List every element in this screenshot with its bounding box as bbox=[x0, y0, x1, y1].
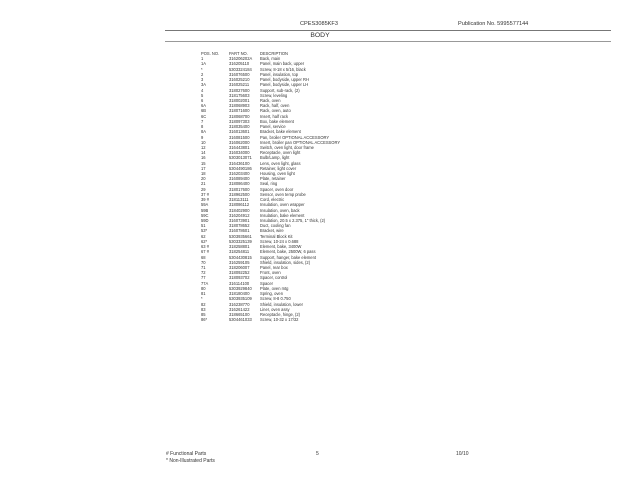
part-number-cell: 318027600 bbox=[229, 87, 250, 93]
pos-number-cell: 59D bbox=[201, 218, 209, 223]
part-number-cell: 318962500 bbox=[229, 191, 250, 197]
table-body bbox=[201, 56, 400, 322]
part-number-cell: 318035400 bbox=[229, 124, 250, 130]
part-number-cell: 316436100 bbox=[229, 160, 250, 166]
revision-date: 10/10 bbox=[456, 451, 469, 457]
description-cell: Bracket, bake element bbox=[260, 129, 301, 135]
pos-number-cell: 67 # bbox=[201, 249, 209, 255]
part-number-cell: 316443801 bbox=[229, 144, 250, 150]
description-cell: Screw, 10-24 x 0.688 bbox=[260, 238, 299, 244]
description-cell: Screw, leveling bbox=[260, 92, 288, 98]
part-number-cell: 318002001 bbox=[229, 97, 250, 103]
publication-number: Publication No. 5995577144 bbox=[458, 21, 529, 27]
pos-number-cell: 15 bbox=[201, 160, 206, 166]
part-number-cell: 316114100 bbox=[229, 280, 250, 286]
part-number-cell: 318071600 bbox=[229, 108, 250, 114]
description-cell: Seal, ring bbox=[260, 181, 278, 187]
description-cell: Insulation, oven, back bbox=[260, 207, 300, 213]
section-divider bbox=[165, 41, 611, 42]
description-cell: Bulb/Lamp, light bbox=[260, 155, 290, 161]
pos-number-cell: 80 bbox=[201, 285, 206, 291]
pos-number-cell: 63 # bbox=[201, 244, 209, 250]
pos-number-cell: 21 bbox=[201, 181, 206, 187]
pos-number-cell: 4 bbox=[201, 87, 204, 93]
part-number-cell: 5303325139 bbox=[229, 238, 252, 244]
part-number-cell: 316025210 bbox=[229, 77, 250, 83]
pos-number-cell: 77A bbox=[201, 280, 209, 286]
description-cell: Panel, main back, upper bbox=[260, 61, 305, 67]
pos-number-cell: 14 bbox=[201, 150, 206, 156]
pos-number-cell: 86* bbox=[201, 317, 208, 323]
part-number-cell: 5304490186 bbox=[229, 165, 252, 171]
description-cell: Element, bake, 3400W bbox=[260, 244, 302, 250]
description-cell: Plate, retainer bbox=[260, 176, 286, 182]
pos-number-cell: 83 bbox=[201, 306, 206, 312]
part-number-cell: 316205110 bbox=[229, 61, 250, 67]
description-cell: Element, bake, 2500W, 6 pass bbox=[260, 249, 316, 255]
part-number-cell: 318206007 bbox=[229, 264, 250, 270]
description-cell: Retainer, light cover bbox=[260, 165, 297, 171]
description-cell: Rack, oven bbox=[260, 97, 281, 103]
footer-legend bbox=[166, 451, 215, 464]
description-cell: Sensor, oven temp probe bbox=[260, 191, 306, 197]
part-number-cell: 318113111 bbox=[229, 197, 249, 203]
part-number-cell: 318175603 bbox=[229, 92, 250, 98]
pos-number-cell: * bbox=[201, 66, 203, 72]
description-cell: Bracket, wire bbox=[260, 228, 284, 234]
description-cell: Spacer, control bbox=[260, 275, 288, 281]
part-number-cell: 316203400 bbox=[229, 171, 250, 177]
part-number-cell: 318402900 bbox=[229, 207, 250, 213]
part-number-cell: 316089400 bbox=[229, 176, 250, 182]
part-number-cell: 5304461033 bbox=[229, 317, 252, 323]
pos-number-cell: 6C bbox=[201, 113, 207, 119]
description-cell: Housing, oven light bbox=[260, 171, 295, 177]
pos-number-cell: 68 bbox=[201, 254, 206, 260]
part-number-cell: 316062000 bbox=[229, 139, 250, 145]
description-cell: Support, hanger, bake element bbox=[260, 254, 316, 260]
header-divider bbox=[165, 30, 611, 31]
column-header-part: PART NO. bbox=[229, 51, 248, 56]
part-number-cell: 318258801 bbox=[229, 244, 250, 250]
part-number-cell: 318665100 bbox=[229, 311, 250, 317]
description-cell: Panel, insulation, top bbox=[260, 71, 299, 77]
pos-number-cell: 59C bbox=[201, 212, 209, 218]
pos-number-cell: 9 bbox=[201, 134, 204, 140]
description-cell: Rack, half, oven bbox=[260, 103, 290, 109]
description-cell: Insulation, bake element bbox=[260, 212, 305, 218]
pos-number-cell: 16 bbox=[201, 155, 206, 161]
column-header-pos: POS. NO. bbox=[201, 51, 220, 56]
table-row bbox=[201, 317, 400, 322]
description-cell: Shield, insulation, sides, (2) bbox=[260, 259, 311, 265]
pos-number-cell: 12 bbox=[201, 144, 206, 150]
pos-number-cell: 71 bbox=[201, 264, 206, 270]
part-number-cell: 5303935109 bbox=[229, 296, 252, 302]
pos-number-cell: 62* bbox=[201, 238, 208, 244]
pos-number-cell: * bbox=[201, 296, 203, 302]
part-number-cell: 316078601 bbox=[229, 228, 250, 234]
description-cell: Plate, oven mtg bbox=[260, 285, 289, 291]
pos-number-cell: 20 bbox=[201, 176, 206, 182]
part-number-cell: 318092252 bbox=[229, 270, 250, 276]
description-cell: Receptacle, oven light bbox=[260, 150, 301, 156]
part-number-cell: 5303324184 bbox=[229, 66, 252, 72]
description-cell: Insert, broiler pan OPTIONAL ACCESSORY bbox=[260, 139, 341, 145]
pos-number-cell: 72 bbox=[201, 270, 206, 276]
part-number-cell: 318078652 bbox=[229, 223, 250, 229]
part-number-cell: 318254811 bbox=[229, 249, 250, 255]
parts-table bbox=[201, 51, 400, 322]
pos-number-cell: 1 bbox=[201, 56, 204, 62]
part-number-cell: 316206202A bbox=[229, 56, 253, 62]
description-cell: Insulation, 20.5 x 2.375, 1" thick, (2) bbox=[260, 218, 326, 223]
pos-number-cell: 53* bbox=[201, 228, 208, 234]
pos-number-cell: 6B bbox=[201, 108, 207, 114]
description-cell: Spacer, oven door bbox=[260, 186, 294, 192]
description-cell: Back, main bbox=[260, 56, 281, 62]
description-cell: Rack, oven, auto bbox=[260, 108, 291, 114]
part-number-cell: 5303929840 bbox=[229, 285, 252, 291]
description-cell: Liner, oven assy bbox=[260, 306, 290, 312]
pos-number-cell: 62 bbox=[201, 233, 206, 239]
part-number-cell: 316259105 bbox=[229, 259, 250, 265]
description-cell: Spacer bbox=[260, 280, 273, 286]
pos-number-cell: 29 bbox=[201, 186, 206, 192]
description-cell: Panel, rear box bbox=[260, 264, 288, 270]
description-cell: Insulation, oven wrapper bbox=[260, 202, 305, 208]
pos-number-cell: 17 bbox=[201, 165, 206, 171]
pos-number-cell: 82 bbox=[201, 301, 206, 307]
pos-number-cell: 77 bbox=[201, 275, 206, 281]
description-cell: Duct, cooling fan bbox=[260, 223, 291, 229]
part-number-cell: 318068700 bbox=[229, 113, 250, 119]
description-cell: Panel, bodyside, upper RH bbox=[260, 77, 309, 83]
description-cell: Shield, insulation, lower bbox=[260, 301, 304, 307]
description-cell: Lens, oven light, glass bbox=[260, 160, 301, 166]
part-number-cell: 318097303 bbox=[229, 118, 250, 124]
pos-number-cell: 3 bbox=[201, 77, 204, 83]
pos-number-cell: 39 # bbox=[201, 197, 209, 203]
pos-number-cell: 8A bbox=[201, 129, 207, 135]
part-number-cell: 316238770 bbox=[229, 301, 250, 307]
pos-number-cell: 81 bbox=[201, 291, 206, 297]
description-cell: Cord, electric bbox=[260, 197, 285, 203]
pos-number-cell: 18 bbox=[201, 171, 206, 177]
part-number-cell: 318093702 bbox=[229, 275, 250, 281]
part-number-cell: 5303935661 bbox=[229, 233, 252, 239]
description-cell: Terminal Block Kit bbox=[260, 233, 293, 239]
legend-non-illustrated-parts: * Non-Illustrated Parts bbox=[166, 457, 215, 464]
part-number-cell: 318068903 bbox=[229, 103, 250, 109]
pos-number-cell: 51 bbox=[201, 223, 206, 229]
part-number-cell: 318086400 bbox=[229, 181, 250, 187]
column-header-description: DESCRIPTION bbox=[260, 51, 288, 56]
description-cell: Insert, half rack bbox=[260, 113, 288, 119]
pos-number-cell: 59B bbox=[201, 207, 209, 213]
pos-number-cell: 59A bbox=[201, 202, 209, 208]
pos-number-cell: 70 bbox=[201, 259, 206, 265]
description-cell: Screw, 8-18 x 5/16, black bbox=[260, 66, 306, 72]
description-cell: Switch, oven light, door frame bbox=[260, 144, 314, 150]
description-cell: Front, oven bbox=[260, 270, 281, 276]
description-cell: Screw, 8-8 0.750 bbox=[260, 296, 291, 302]
description-cell: Receptacle, hinge, (2) bbox=[260, 311, 301, 317]
part-number-cell: 316034000 bbox=[229, 150, 250, 156]
part-number-cell: 316076500 bbox=[229, 71, 250, 77]
part-number-cell: 318180400 bbox=[229, 291, 250, 297]
description-cell: Panel, bodyside, upper LH bbox=[260, 82, 309, 88]
part-number-cell: 5303013071 bbox=[229, 155, 252, 161]
part-number-cell: 316013601 bbox=[229, 129, 250, 135]
description-cell: Panel, service bbox=[260, 124, 286, 130]
description-cell: Box, bake element bbox=[260, 118, 294, 124]
part-number-cell: 5304430815 bbox=[229, 254, 252, 260]
pos-number-cell: 10 bbox=[201, 139, 206, 145]
pos-number-cell: 7 bbox=[201, 118, 204, 124]
description-cell: Pan, broiler OPTIONAL ACCESSORY bbox=[260, 134, 330, 140]
section-title: BODY bbox=[310, 32, 330, 39]
part-number-cell: 316081500 bbox=[229, 134, 250, 140]
pos-number-cell: 3A bbox=[201, 82, 207, 88]
pos-number-cell: 1A bbox=[201, 61, 207, 67]
pos-number-cell: 85 bbox=[201, 311, 206, 317]
pos-number-cell: 8 bbox=[201, 124, 204, 130]
pos-number-cell: 6 bbox=[201, 97, 204, 103]
description-cell: Screw, 10-32 x 17/32 bbox=[260, 317, 299, 323]
model-number: CPES3085KF3 bbox=[300, 21, 338, 27]
pos-number-cell: 5 bbox=[201, 92, 204, 98]
description-cell: Support, sub-rack, (2) bbox=[260, 87, 300, 93]
pos-number-cell: 2 bbox=[201, 71, 204, 77]
part-number-cell: 316204912 bbox=[229, 212, 250, 218]
legend-functional-parts: # Functional Parts bbox=[166, 451, 207, 457]
part-number-cell: 316261422 bbox=[229, 306, 250, 312]
part-number-cell: 318086112 bbox=[229, 202, 250, 208]
page-number: 5 bbox=[316, 451, 319, 457]
pos-number-cell: 37 # bbox=[201, 191, 209, 197]
description-cell: Spring, oven bbox=[260, 291, 283, 297]
part-number-cell: 316073901 bbox=[229, 218, 250, 223]
part-number-cell: 316025211 bbox=[229, 82, 250, 88]
part-number-cell: 318017600 bbox=[229, 186, 250, 192]
pos-number-cell: 6A bbox=[201, 103, 207, 109]
